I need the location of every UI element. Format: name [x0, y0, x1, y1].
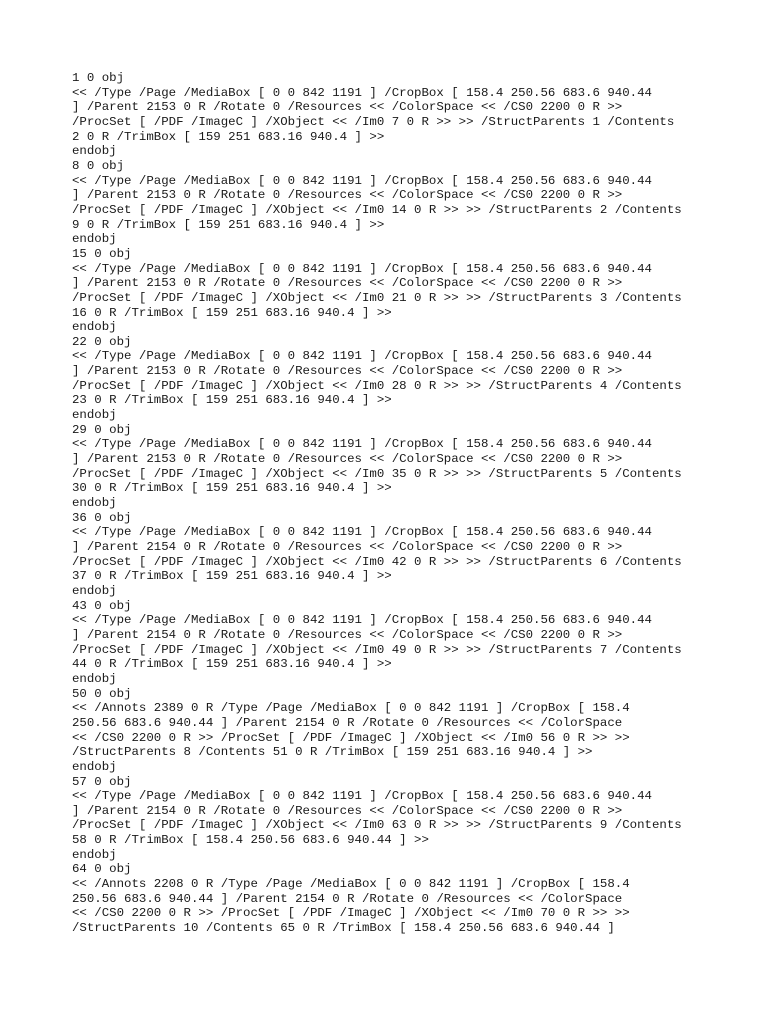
text-line: 57 0 obj — [72, 774, 132, 789]
text-line: << /Annots 2208 0 R /Type /Page /MediaBox [ 0 0 842 1191 ] /CropBox [ 158.4 — [72, 877, 630, 892]
text-line: << /CS0 2200 0 R >> /ProcSet [ /PDF /ImageC ] /XObject << /Im0 56 0 R >> >> — [72, 730, 630, 745]
text-line: /ProcSet [ /PDF /ImageC ] /XObject << /Im0 21 0 R >> >> /StructParents 3 /Contents — [72, 290, 682, 305]
text-line: ] /Parent 2153 0 R /Rotate 0 /Resources << /ColorSpace << /CS0 2200 0 R >> — [72, 188, 623, 203]
text-line: endobj — [72, 496, 117, 511]
pdf-object-listing — [72, 71, 732, 936]
text-line: << /Type /Page /MediaBox [ 0 0 842 1191 ] /CropBox [ 158.4 250.56 683.6 940.44 — [72, 437, 652, 452]
text-line: endobj — [72, 232, 117, 247]
text-line: 23 0 R /TrimBox [ 159 251 683.16 940.4 ] >> — [72, 393, 392, 408]
text-line: 1 0 obj — [72, 71, 125, 85]
text-line: ] /Parent 2154 0 R /Rotate 0 /Resources << /ColorSpace << /CS0 2200 0 R >> — [72, 627, 623, 642]
text-line: 9 0 R /TrimBox [ 159 251 683.16 940.4 ] >> — [72, 217, 385, 232]
text-line: 29 0 obj — [72, 422, 132, 437]
text-line: << /Type /Page /MediaBox [ 0 0 842 1191 ] /CropBox [ 158.4 250.56 683.6 940.44 — [72, 261, 652, 276]
text-line: /ProcSet [ /PDF /ImageC ] /XObject << /Im0 35 0 R >> >> /StructParents 5 /Contents — [72, 466, 682, 481]
text-line: ] /Parent 2153 0 R /Rotate 0 /Resources << /ColorSpace << /CS0 2200 0 R >> — [72, 276, 623, 291]
text-line: 16 0 R /TrimBox [ 159 251 683.16 940.4 ] >> — [72, 305, 392, 320]
text-line: << /Type /Page /MediaBox [ 0 0 842 1191 ] /CropBox [ 158.4 250.56 683.6 940.44 — [72, 789, 652, 804]
text-line: /ProcSet [ /PDF /ImageC ] /XObject << /Im0 28 0 R >> >> /StructParents 4 /Contents — [72, 378, 682, 393]
text-line: /StructParents 8 /Contents 51 0 R /TrimBox [ 159 251 683.16 940.4 ] >> — [72, 745, 593, 760]
text-line: endobj — [72, 583, 117, 598]
text-line: ] /Parent 2154 0 R /Rotate 0 /Resources << /ColorSpace << /CS0 2200 0 R >> — [72, 540, 623, 554]
text-line: 8 0 obj — [72, 158, 125, 173]
text-line: << /Annots 2389 0 R /Type /Page /MediaBox [ 0 0 842 1191 ] /CropBox [ 158.4 — [72, 701, 630, 716]
text-line: /ProcSet [ /PDF /ImageC ] /XObject << /Im0 7 0 R >> >> /StructParents 1 /Contents — [72, 114, 675, 129]
text-line: << /CS0 2200 0 R >> /ProcSet [ /PDF /ImageC ] /XObject << /Im0 70 0 R >> >> — [72, 906, 630, 921]
text-line: 44 0 R /TrimBox [ 159 251 683.16 940.4 ] >> — [72, 657, 392, 672]
text-line: << /Type /Page /MediaBox [ 0 0 842 1191 ] /CropBox [ 158.4 250.56 683.6 940.44 — [72, 85, 652, 100]
text-line: 250.56 683.6 940.44 ] /Parent 2154 0 R /Rotate 0 /Resources << /ColorSpace — [72, 715, 623, 730]
text-line: << /Type /Page /MediaBox [ 0 0 842 1191 ] /CropBox [ 158.4 250.56 683.6 940.44 — [72, 349, 652, 364]
text-line: 43 0 obj — [72, 598, 132, 613]
text-line: endobj — [72, 759, 117, 774]
text-line: 22 0 obj — [72, 334, 132, 349]
text-line: endobj — [72, 320, 117, 335]
text-line: 30 0 R /TrimBox [ 159 251 683.16 940.4 ] >> — [72, 481, 392, 496]
text-line: /ProcSet [ /PDF /ImageC ] /XObject << /Im0 49 0 R >> >> /StructParents 7 /Contents — [72, 642, 682, 657]
text-line: << /Type /Page /MediaBox [ 0 0 842 1191 ] /CropBox [ 158.4 250.56 683.6 940.44 — [72, 613, 652, 628]
text-line: endobj — [72, 847, 117, 862]
text-line: ] /Parent 2153 0 R /Rotate 0 /Resources << /ColorSpace << /CS0 2200 0 R >> — [72, 100, 623, 115]
text-line: /ProcSet [ /PDF /ImageC ] /XObject << /Im0 63 0 R >> >> /StructParents 9 /Contents — [72, 818, 682, 833]
text-line: 64 0 obj — [72, 862, 132, 877]
text-line: << /Type /Page /MediaBox [ 0 0 842 1191 ] /CropBox [ 158.4 250.56 683.6 940.44 — [72, 525, 652, 540]
text-line: endobj — [72, 408, 117, 423]
text-line: ] /Parent 2154 0 R /Rotate 0 /Resources << /ColorSpace << /CS0 2200 0 R >> — [72, 803, 623, 818]
text-line: endobj — [72, 144, 117, 159]
text-line: /ProcSet [ /PDF /ImageC ] /XObject << /Im0 14 0 R >> >> /StructParents 2 /Contents — [72, 202, 682, 217]
text-line: 250.56 683.6 940.44 ] /Parent 2154 0 R /Rotate 0 /Resources << /ColorSpace — [72, 891, 623, 906]
text-line: 2 0 R /TrimBox [ 159 251 683.16 940.4 ] >> — [72, 129, 385, 144]
text-line: 58 0 R /TrimBox [ 158.4 250.56 683.6 940.44 ] >> — [72, 833, 429, 848]
text-line: endobj — [72, 671, 117, 686]
text-line: ] /Parent 2153 0 R /Rotate 0 /Resources << /ColorSpace << /CS0 2200 0 R >> — [72, 452, 623, 467]
text-line: /ProcSet [ /PDF /ImageC ] /XObject << /Im0 42 0 R >> >> /StructParents 6 /Contents — [72, 554, 682, 569]
text-line: /StructParents 10 /Contents 65 0 R /TrimBox [ 158.4 250.56 683.6 940.44 ] — [72, 921, 615, 936]
text-line: 36 0 obj — [72, 510, 132, 525]
text-line: << /Type /Page /MediaBox [ 0 0 842 1191 ] /CropBox [ 158.4 250.56 683.6 940.44 — [72, 173, 652, 188]
text-line: 50 0 obj — [72, 686, 132, 701]
text-line: ] /Parent 2153 0 R /Rotate 0 /Resources << /ColorSpace << /CS0 2200 0 R >> — [72, 364, 623, 379]
text-line: 37 0 R /TrimBox [ 159 251 683.16 940.4 ] >> — [72, 569, 392, 584]
text-line: 15 0 obj — [72, 246, 132, 261]
